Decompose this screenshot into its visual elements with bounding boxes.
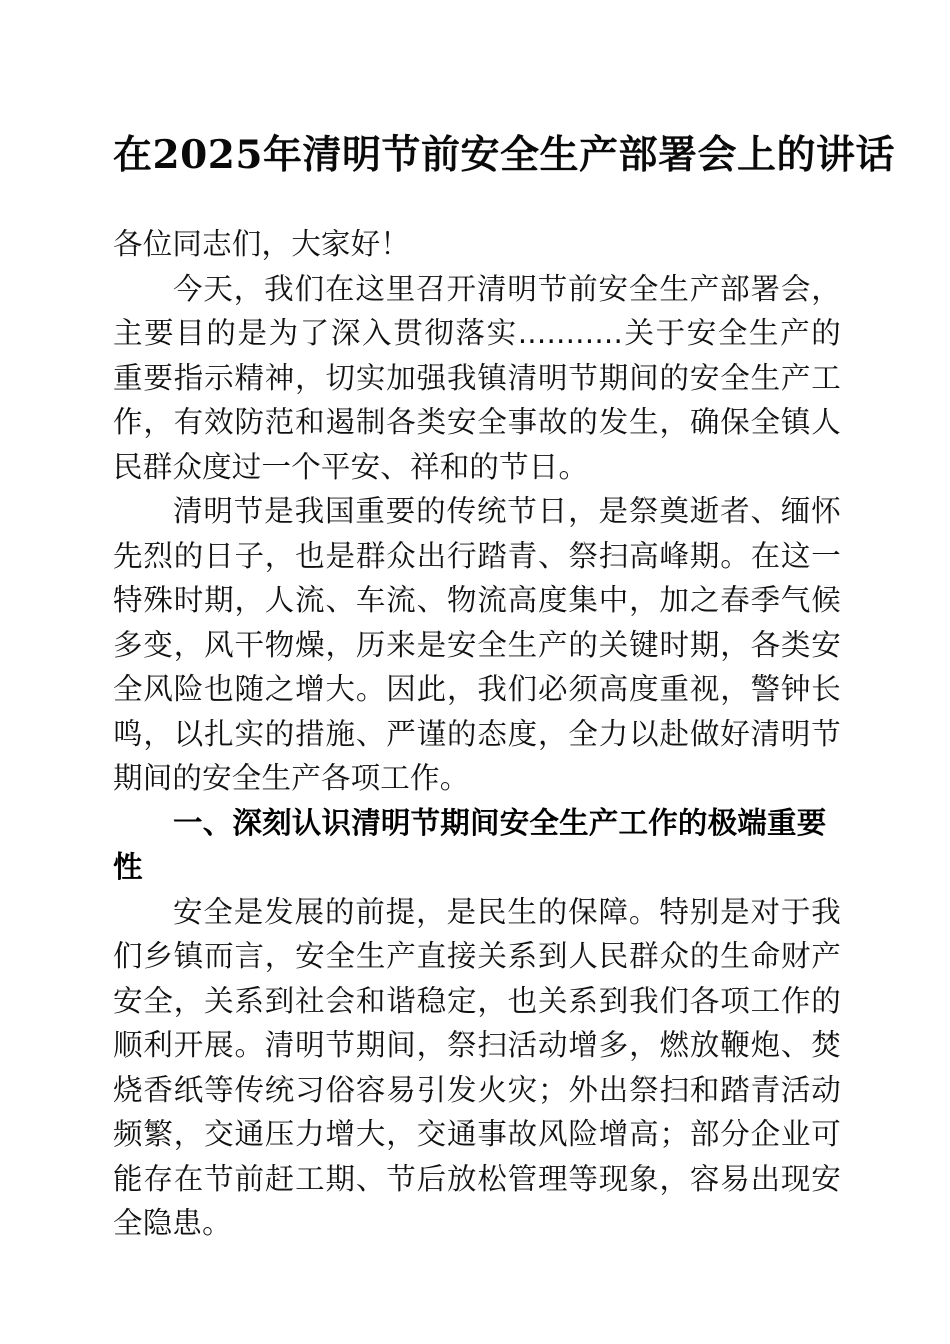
section-heading-1: 一、深刻认识清明节期间安全生产工作的极端重要性 (113, 805, 827, 884)
salutation-line: 各位同志们，大家好！ (113, 227, 411, 261)
paragraph-1: 今天，我们在这里召开清明节前安全生产部署会，主要目的是为了深入贯彻落实...........关于安全生产的重要指示精神，切实加强我镇清明节期间的安全生产工作，有效防范和遏制各类安全事故的发生，确保全镇人民群众度过一个平安、祥和的节日。 (113, 271, 841, 484)
paragraph-2: 清明节是我国重要的传统节日，是祭奠逝者、缅怀先烈的日子，也是群众出行踏青、祭扫高峰期。在这一特殊时期，人流、车流、物流高度集中，加之春季气候多变，风干物燥，历来是安全生产的关键时期，各类安全风险也随之增大。因此，我们必须高度重视，警钟长鸣，以扎实的措施、严谨的态度，全力以赴做好清明节期间的安全生产各项工作。 (113, 494, 841, 795)
page-title: 在2025年清明节前安全生产部署会上的讲话 (113, 132, 896, 178)
document-body (113, 222, 841, 1246)
paragraph-3: 安全是发展的前提，是民生的保障。特别是对于我们乡镇而言，安全生产直接关系到人民群众的生命财产安全，关系到社会和谐稳定，也关系到我们各项工作的顺利开展。清明节期间，祭扫活动增多，燃放鞭炮、焚烧香纸等传统习俗容易引发火灾；外出祭扫和踏青活动频繁，交通压力增大，交通事故风险增高；部分企业可能存在节前赶工期、节后放松管理等现象，容易出现安全隐患。 (113, 894, 841, 1240)
